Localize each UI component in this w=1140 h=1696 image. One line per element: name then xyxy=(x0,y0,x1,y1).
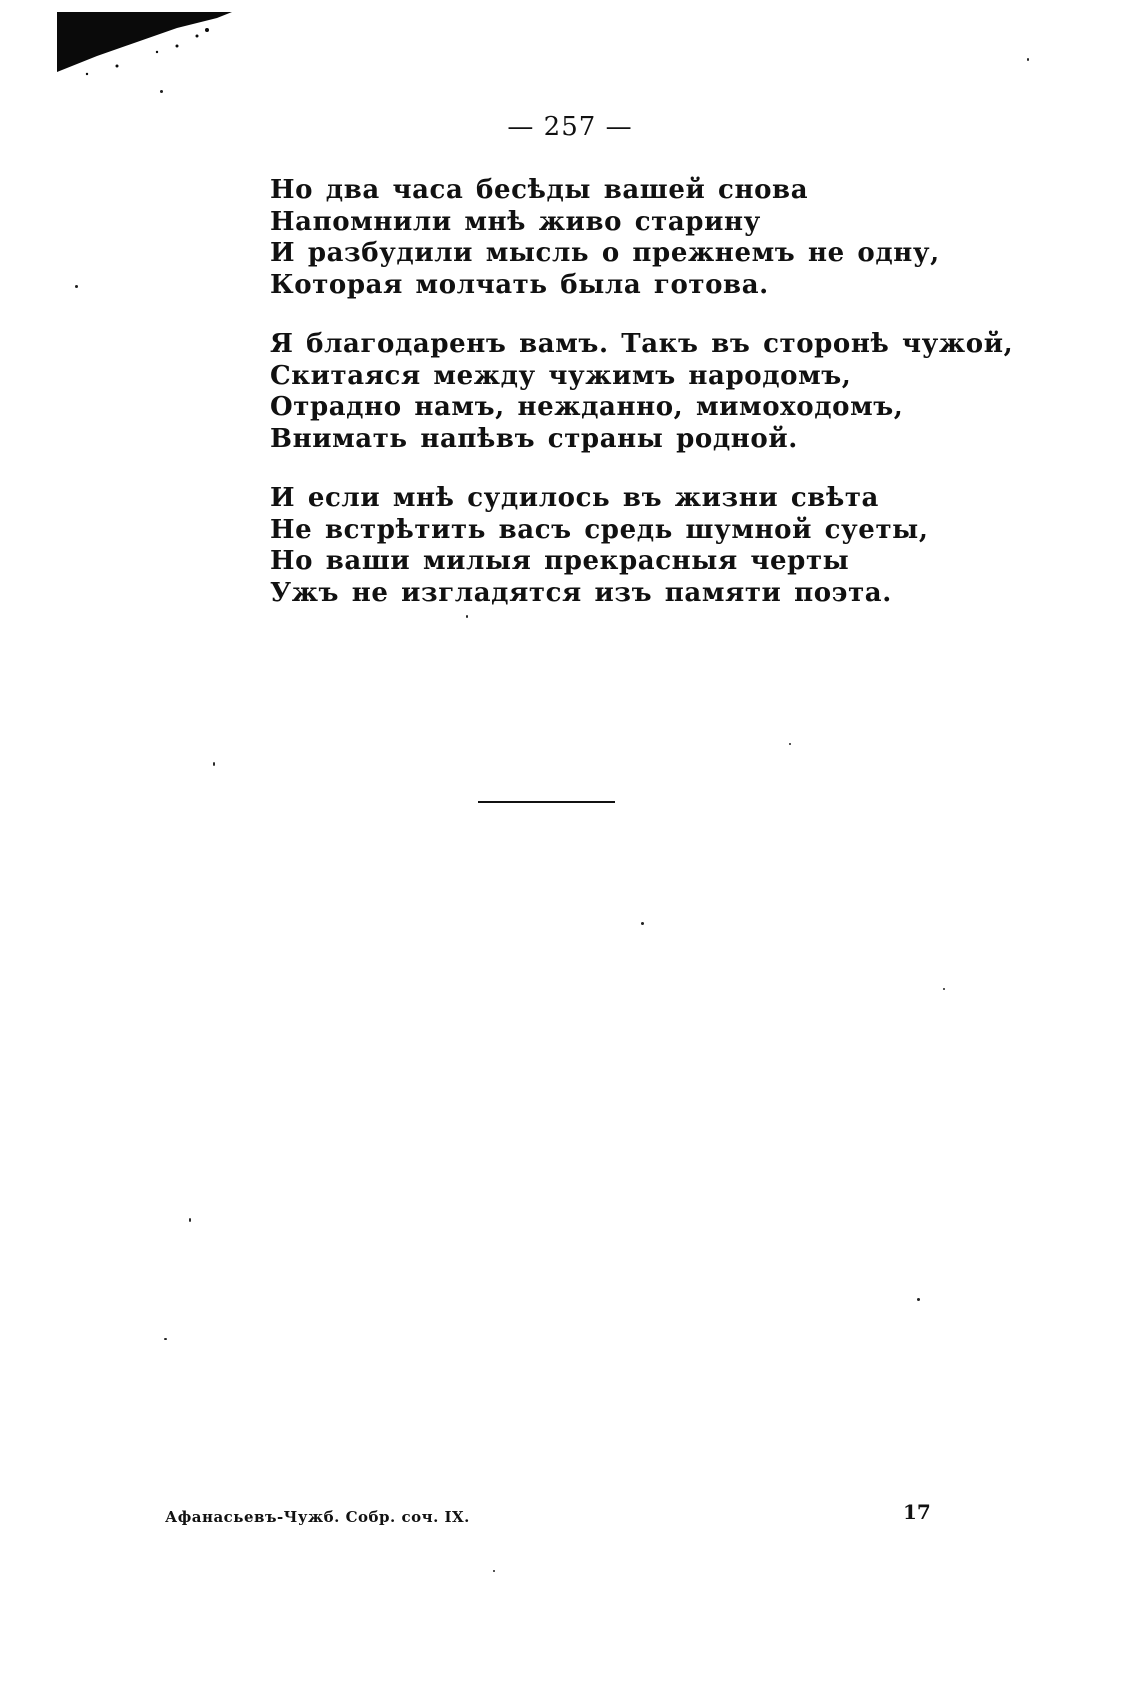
scan-speck xyxy=(943,988,945,990)
scan-speck xyxy=(493,1570,495,1572)
scan-speck xyxy=(75,285,78,288)
poem-line: Которая молчать была готова. xyxy=(270,269,769,300)
poem-line: И если мнѣ судилось въ жизни свѣта xyxy=(270,483,879,513)
scan-artifact-mark xyxy=(57,12,237,76)
poem xyxy=(270,175,1014,637)
poem-line: Не встрѣтить васъ средь шумной суеты, xyxy=(270,514,929,545)
page-number-header: — 257 — xyxy=(507,112,633,142)
scan-speck xyxy=(789,743,791,745)
footer-signature: Афанасьевъ-Чужб. Собр. соч. IX. xyxy=(165,1508,470,1526)
stanza xyxy=(270,329,1014,455)
scan-speck xyxy=(189,1218,191,1222)
footer-sheet-number: 17 xyxy=(903,1500,931,1524)
stanza xyxy=(270,175,970,301)
scan-speck xyxy=(641,922,644,925)
poem-line: И разбудили мысль о прежнемъ не одну, xyxy=(270,238,940,268)
stanza xyxy=(270,483,970,609)
scan-speck xyxy=(1027,58,1029,61)
scan-speck xyxy=(160,90,163,93)
poem-line: Скитаяся между чужимъ народомъ, xyxy=(270,360,852,391)
poem-line: Отрадно намъ, нежданно, мимоходомъ, xyxy=(270,392,904,422)
poem-line: Ужъ не изгладятся изъ памяти поэта. xyxy=(270,577,892,608)
poem-line: Но ваши милыя прекрасныя черты xyxy=(270,546,850,576)
section-divider-rule xyxy=(478,801,615,803)
scan-speck xyxy=(164,1338,167,1340)
scan-speck xyxy=(917,1298,920,1301)
scan-speck xyxy=(466,615,468,618)
poem-line: Но два часа бесѣды вашей снова xyxy=(270,175,809,205)
poem-line: Внимать напѣвъ страны родной. xyxy=(270,423,798,454)
scan-speck xyxy=(213,762,215,766)
poem-line: Напомнили мнѣ живо старину xyxy=(270,206,761,237)
poem-line: Я благодаренъ вамъ. Такъ въ сторонѣ чужой, xyxy=(270,329,1014,359)
